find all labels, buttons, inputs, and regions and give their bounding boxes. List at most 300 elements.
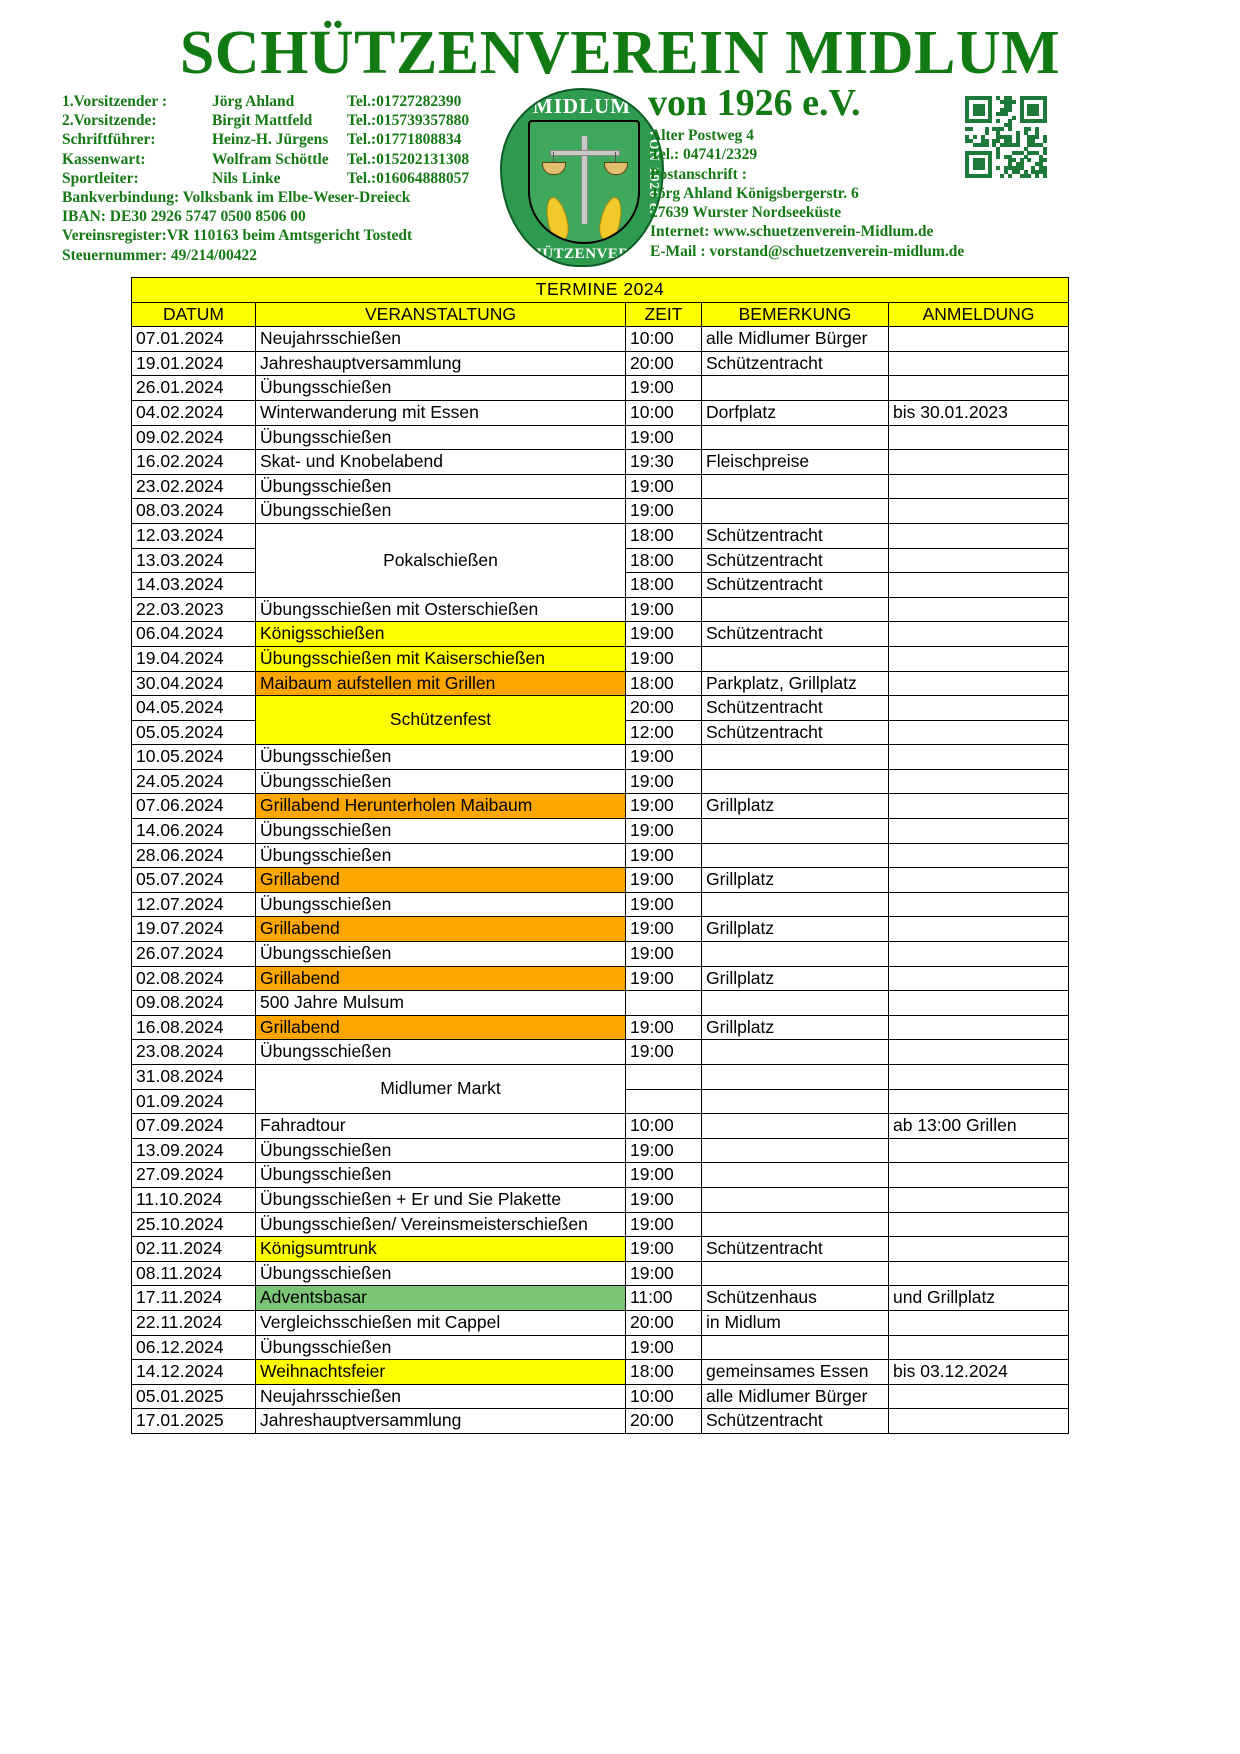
postal-name: Jörg Ahland Königsbergerstr. 6	[650, 184, 859, 202]
cell-event: Übungsschießen	[256, 1040, 626, 1065]
cell-time: 19:00	[626, 966, 702, 991]
cell-event: Übungsschießen	[256, 843, 626, 868]
cell-time: 19:00	[626, 1212, 702, 1237]
cell-signup: und Grillplatz	[889, 1286, 1069, 1311]
table-row	[132, 400, 1069, 425]
cell-time: 19:00	[626, 1015, 702, 1040]
table-row	[132, 769, 1069, 794]
cell-date: 14.03.2024	[132, 573, 256, 598]
cell-note	[702, 1261, 889, 1286]
table-row	[132, 1163, 1069, 1188]
column-header-veranstaltung: VERANSTALTUNG	[256, 302, 626, 327]
cell-time: 19:00	[626, 622, 702, 647]
cell-time: 19:00	[626, 376, 702, 401]
cell-time: 18:00	[626, 523, 702, 548]
cell-signup	[889, 671, 1069, 696]
qr-module	[1008, 174, 1012, 178]
table-row	[132, 327, 1069, 352]
cell-event: Übungsschießen	[256, 376, 626, 401]
cell-note	[702, 1114, 889, 1139]
qr-module	[988, 174, 992, 178]
cell-event: Grillabend	[256, 1015, 626, 1040]
cell-event: Skat- und Knobelabend	[256, 450, 626, 475]
cell-time: 10:00	[626, 1114, 702, 1139]
cell-date: 27.09.2024	[132, 1163, 256, 1188]
qr-module	[1012, 100, 1016, 104]
cell-time	[626, 1089, 702, 1114]
cell-note	[702, 769, 889, 794]
cell-time: 19:00	[626, 892, 702, 917]
cell-time: 12:00	[626, 720, 702, 745]
cell-time: 19:00	[626, 425, 702, 450]
cell-event: Übungsschießen	[256, 1138, 626, 1163]
qr-module	[973, 135, 977, 139]
cell-note: Grillplatz	[702, 966, 889, 991]
cell-time: 19:00	[626, 646, 702, 671]
table-row	[132, 892, 1069, 917]
table-row	[132, 1310, 1069, 1335]
cell-signup	[889, 1089, 1069, 1114]
qr-module	[1012, 116, 1016, 120]
cell-time: 19:00	[626, 1138, 702, 1163]
cell-signup	[889, 991, 1069, 1016]
cell-event: Übungsschießen	[256, 819, 626, 844]
emblem-top-text: MIDLUM	[532, 94, 632, 118]
wheat-icon-right	[596, 195, 625, 242]
cell-note: Schützentracht	[702, 548, 889, 573]
qr-module	[1035, 174, 1039, 178]
cell-note: Schützentracht	[702, 696, 889, 721]
cell-signup	[889, 843, 1069, 868]
cell-time: 18:00	[626, 1360, 702, 1385]
club-emblem-logo	[500, 88, 660, 263]
cell-note	[702, 991, 889, 1016]
email-link[interactable]: E-Mail : vorstand@schuetzenverein-midlum.de	[650, 242, 965, 260]
cell-note	[702, 892, 889, 917]
cell-note	[702, 1335, 889, 1360]
cell-time: 19:00	[626, 597, 702, 622]
table-row	[132, 1360, 1069, 1385]
cell-event: Übungsschießen mit Osterschießen	[256, 597, 626, 622]
cell-time	[626, 1065, 702, 1090]
table-title: TERMINE 2024	[132, 278, 1069, 303]
cell-note: alle Midlumer Bürger	[702, 1384, 889, 1409]
cell-signup	[889, 1261, 1069, 1286]
cell-signup	[889, 474, 1069, 499]
cell-note	[702, 1212, 889, 1237]
cell-signup	[889, 622, 1069, 647]
table-row	[132, 917, 1069, 942]
qr-module	[981, 112, 985, 116]
table-header-row	[132, 302, 1069, 327]
table-row	[132, 745, 1069, 770]
cell-event: Übungsschießen	[256, 1163, 626, 1188]
cell-date: 11.10.2024	[132, 1187, 256, 1212]
cell-date: 16.02.2024	[132, 450, 256, 475]
table-row	[132, 1335, 1069, 1360]
table-row	[132, 966, 1069, 991]
cell-note	[702, 474, 889, 499]
cell-date: 13.09.2024	[132, 1138, 256, 1163]
cell-date: 22.03.2023	[132, 597, 256, 622]
qr-module	[1027, 127, 1031, 131]
table-row	[132, 351, 1069, 376]
cell-signup: bis 03.12.2024	[889, 1360, 1069, 1385]
column-header-bemerkung: BEMERKUNG	[702, 302, 889, 327]
cell-signup	[889, 450, 1069, 475]
table-row	[132, 819, 1069, 844]
board-tel: Tel.:015202131308	[347, 150, 470, 168]
cell-time: 18:00	[626, 573, 702, 598]
cell-note	[702, 1138, 889, 1163]
cell-event: Übungsschießen	[256, 474, 626, 499]
emblem-shield-icon	[528, 120, 640, 244]
cell-signup	[889, 327, 1069, 352]
cell-note	[702, 1089, 889, 1114]
cell-note	[702, 646, 889, 671]
cell-event: Übungsschießen	[256, 769, 626, 794]
cell-note	[702, 499, 889, 524]
postal-city: 27639 Wurster Nordseeküste	[650, 204, 842, 222]
cell-date: 12.03.2024	[132, 523, 256, 548]
cell-time: 19:00	[626, 942, 702, 967]
cell-note: Grillplatz	[702, 794, 889, 819]
page-title: SCHÜTZENVEREIN MIDLUM	[179, 19, 1061, 87]
board-row	[62, 111, 522, 130]
address-street: Alter Postweg 4	[650, 127, 754, 144]
table-row	[132, 843, 1069, 868]
cell-date: 07.09.2024	[132, 1114, 256, 1139]
cell-note: Schützentracht	[702, 1409, 889, 1434]
cell-event: Neujahrsschießen	[256, 327, 626, 352]
cell-note: alle Midlumer Bürger	[702, 327, 889, 352]
cell-signup	[889, 523, 1069, 548]
cell-date: 14.12.2024	[132, 1360, 256, 1385]
qr-module	[1043, 119, 1047, 123]
table-row	[132, 597, 1069, 622]
board-role: Sportleiter:	[62, 169, 139, 187]
cell-event: Übungsschießen	[256, 745, 626, 770]
cell-event: Grillabend	[256, 966, 626, 991]
cell-date: 08.03.2024	[132, 499, 256, 524]
qr-module	[1043, 158, 1047, 162]
table-row	[132, 425, 1069, 450]
cell-time: 19:00	[626, 1187, 702, 1212]
cell-signup	[889, 720, 1069, 745]
column-header-zeit: ZEIT	[626, 302, 702, 327]
cell-signup	[889, 1163, 1069, 1188]
qr-module	[1004, 112, 1008, 116]
cell-time: 10:00	[626, 400, 702, 425]
cell-date: 24.05.2024	[132, 769, 256, 794]
board-person: Heinz-H. Jürgens	[212, 131, 329, 149]
cell-event: Vergleichsschießen mit Cappel	[256, 1310, 626, 1335]
cell-note	[702, 376, 889, 401]
cell-time: 19:00	[626, 843, 702, 868]
cell-signup	[889, 794, 1069, 819]
qr-module	[1035, 135, 1039, 139]
cell-note	[702, 942, 889, 967]
cell-date: 31.08.2024	[132, 1065, 256, 1090]
cell-note: Schützenhaus	[702, 1286, 889, 1311]
table-row	[132, 646, 1069, 671]
table-row	[132, 1384, 1069, 1409]
cell-signup: bis 30.01.2023	[889, 400, 1069, 425]
cell-note: Schützentracht	[702, 720, 889, 745]
qr-module	[1027, 174, 1031, 178]
column-header-datum: DATUM	[132, 302, 256, 327]
cell-time: 20:00	[626, 1409, 702, 1434]
table-row	[132, 1040, 1069, 1065]
cell-event: Königsschießen	[256, 622, 626, 647]
cell-time: 19:00	[626, 1163, 702, 1188]
wheat-icon-left	[542, 195, 571, 242]
cell-date: 02.11.2024	[132, 1237, 256, 1262]
cell-signup	[889, 1040, 1069, 1065]
cell-date: 08.11.2024	[132, 1261, 256, 1286]
tax-line: Steuernummer: 49/214/00422	[62, 246, 258, 264]
cell-time: 10:00	[626, 1384, 702, 1409]
qr-module	[1008, 108, 1012, 112]
cell-event: Grillabend	[256, 868, 626, 893]
cell-time: 11:00	[626, 1286, 702, 1311]
cell-signup	[889, 966, 1069, 991]
cell-event: Königsumtrunk	[256, 1237, 626, 1262]
cell-event: Jahreshauptversammlung	[256, 351, 626, 376]
cell-event: Übungsschießen	[256, 892, 626, 917]
cell-time: 19:00	[626, 745, 702, 770]
board-role: Schriftführer:	[62, 131, 156, 149]
table-title-row	[132, 278, 1069, 303]
cell-note	[702, 1065, 889, 1090]
cell-time: 10:00	[626, 327, 702, 352]
table-row	[132, 499, 1069, 524]
cell-date: 07.01.2024	[132, 327, 256, 352]
board-row	[62, 150, 522, 169]
register-line: Vereinsregister:VR 110163 beim Amtsgericht Tostedt	[62, 227, 413, 245]
cell-event: Übungsschießen	[256, 425, 626, 450]
cell-event: Jahreshauptversammlung	[256, 1409, 626, 1434]
table-row	[132, 942, 1069, 967]
table-row	[132, 1409, 1069, 1434]
cell-time: 19:00	[626, 794, 702, 819]
cell-date: 25.10.2024	[132, 1212, 256, 1237]
qr-module	[1043, 151, 1047, 155]
cell-signup	[889, 573, 1069, 598]
cell-time: 19:00	[626, 917, 702, 942]
cell-event: Übungsschießen/ Vereinsmeisterschießen	[256, 1212, 626, 1237]
qr-module	[988, 119, 992, 123]
table-row	[132, 1187, 1069, 1212]
cell-signup	[889, 745, 1069, 770]
cell-note: in Midlum	[702, 1310, 889, 1335]
cell-event: Pokalschießen	[256, 523, 626, 597]
qr-module	[1016, 143, 1020, 147]
cell-date: 17.11.2024	[132, 1286, 256, 1311]
table-row	[132, 1065, 1069, 1090]
cell-time: 19:00	[626, 868, 702, 893]
board-tel: Tel.:01771808834	[347, 131, 462, 149]
cell-note: Parkplatz, Grillplatz	[702, 671, 889, 696]
cell-date: 09.02.2024	[132, 425, 256, 450]
cell-date: 09.08.2024	[132, 991, 256, 1016]
cell-event: Weihnachtsfeier	[256, 1360, 626, 1385]
cell-signup	[889, 819, 1069, 844]
cell-signup	[889, 351, 1069, 376]
internet-link[interactable]: Internet: www.schuetzenverein-Midlum.de	[650, 223, 934, 241]
qr-module	[1035, 112, 1039, 116]
scale-beam-shape	[550, 150, 620, 156]
qr-module	[1008, 127, 1012, 131]
board-row	[62, 130, 522, 149]
cell-note	[702, 425, 889, 450]
cell-date: 01.09.2024	[132, 1089, 256, 1114]
cell-signup	[889, 376, 1069, 401]
cell-signup	[889, 917, 1069, 942]
cell-note	[702, 1163, 889, 1188]
cell-event: Übungsschießen mit Kaiserschießen	[256, 646, 626, 671]
table-row	[132, 1261, 1069, 1286]
cell-date: 02.08.2024	[132, 966, 256, 991]
cell-event: Grillabend	[256, 917, 626, 942]
board-person: Nils Linke	[212, 169, 281, 187]
cell-event: Übungsschießen	[256, 1335, 626, 1360]
board-row	[62, 169, 522, 188]
cell-date: 07.06.2024	[132, 794, 256, 819]
cell-note: Schützentracht	[702, 573, 889, 598]
cell-note	[702, 1187, 889, 1212]
cell-time: 20:00	[626, 351, 702, 376]
qr-module	[996, 119, 1000, 123]
scale-pan-left	[542, 162, 566, 175]
table-row	[132, 450, 1069, 475]
cell-time: 19:00	[626, 474, 702, 499]
cell-event: Midlumer Markt	[256, 1065, 626, 1114]
cell-event: Fahradtour	[256, 1114, 626, 1139]
table-row	[132, 794, 1069, 819]
cell-signup	[889, 892, 1069, 917]
cell-time: 19:00	[626, 499, 702, 524]
iban-line: IBAN: DE30 2926 5747 0500 8506 00	[62, 208, 306, 226]
qr-code-icon	[965, 96, 1047, 178]
emblem-bottom-text: SCHÜTZENVEREIN	[510, 246, 658, 262]
emblem-right-text: VON 1926 e.V.	[646, 128, 661, 229]
table-row	[132, 991, 1069, 1016]
cell-note	[702, 843, 889, 868]
cell-time: 19:00	[626, 819, 702, 844]
qr-module	[1027, 158, 1031, 162]
table-row	[132, 671, 1069, 696]
cell-time: 19:00	[626, 769, 702, 794]
qr-module	[1043, 174, 1047, 178]
cell-signup	[889, 1310, 1069, 1335]
cell-note: Grillplatz	[702, 917, 889, 942]
events-table	[131, 277, 1069, 1434]
qr-module	[996, 155, 1000, 159]
qr-module	[996, 166, 1000, 170]
board-person: Jörg Ahland	[212, 93, 295, 110]
cell-date: 22.11.2024	[132, 1310, 256, 1335]
qr-module	[985, 143, 989, 147]
cell-time: 20:00	[626, 696, 702, 721]
address-tel: Tel.: 04741/2329	[650, 146, 758, 164]
cell-signup	[889, 1187, 1069, 1212]
table-row	[132, 1114, 1069, 1139]
cell-signup	[889, 548, 1069, 573]
table-row	[132, 376, 1069, 401]
cell-signup	[889, 1409, 1069, 1434]
cell-signup	[889, 499, 1069, 524]
cell-signup	[889, 1237, 1069, 1262]
cell-note	[702, 819, 889, 844]
cell-date: 06.12.2024	[132, 1335, 256, 1360]
qr-module	[1043, 139, 1047, 143]
cell-signup	[889, 646, 1069, 671]
cell-signup	[889, 597, 1069, 622]
cell-signup	[889, 1138, 1069, 1163]
cell-time	[626, 991, 702, 1016]
cell-date: 05.05.2024	[132, 720, 256, 745]
cell-signup	[889, 769, 1069, 794]
cell-note: Schützentracht	[702, 351, 889, 376]
board-contact-block	[62, 92, 522, 265]
cell-time: 19:00	[626, 1261, 702, 1286]
cell-date: 28.06.2024	[132, 843, 256, 868]
cell-date: 04.05.2024	[132, 696, 256, 721]
cell-time: 20:00	[626, 1310, 702, 1335]
cell-time: 19:00	[626, 1335, 702, 1360]
qr-module	[981, 166, 985, 170]
cell-time: 19:00	[626, 1040, 702, 1065]
events-table-body	[132, 327, 1069, 1434]
calendar-table-wrapper	[131, 277, 1068, 1434]
column-header-anmeldung: ANMELDUNG	[889, 302, 1069, 327]
cell-date: 19.01.2024	[132, 351, 256, 376]
cell-date: 19.07.2024	[132, 917, 256, 942]
bank-line: Bankverbindung: Volksbank im Elbe-Weser-Dreieck	[62, 189, 411, 207]
cell-time: 18:00	[626, 548, 702, 573]
cell-signup	[889, 942, 1069, 967]
cell-time: 18:00	[626, 671, 702, 696]
cell-note	[702, 1040, 889, 1065]
cell-note: gemeinsames Essen	[702, 1360, 889, 1385]
cell-note: Dorfplatz	[702, 400, 889, 425]
cell-note: Schützentracht	[702, 523, 889, 548]
cell-event: Maibaum aufstellen mit Grillen	[256, 671, 626, 696]
qr-module	[969, 127, 973, 131]
board-person: Birgit Mattfeld	[212, 112, 313, 130]
cell-signup	[889, 1335, 1069, 1360]
cell-event: Winterwanderung mit Essen	[256, 400, 626, 425]
cell-note: Schützentracht	[702, 622, 889, 647]
table-row	[132, 1138, 1069, 1163]
postal-label: Postanschrift :	[650, 165, 747, 183]
cell-signup	[889, 1065, 1069, 1090]
cell-date: 04.02.2024	[132, 400, 256, 425]
cell-date: 17.01.2025	[132, 1409, 256, 1434]
board-tel: Tel.:015739357880	[347, 112, 470, 130]
cell-signup	[889, 1384, 1069, 1409]
board-person: Wolfram Schöttle	[212, 150, 329, 168]
cell-signup	[889, 1212, 1069, 1237]
board-role: 2.Vorsitzende:	[62, 112, 157, 130]
cell-signup	[889, 425, 1069, 450]
table-row	[132, 1015, 1069, 1040]
table-row	[132, 622, 1069, 647]
table-row	[132, 696, 1069, 721]
cell-date: 16.08.2024	[132, 1015, 256, 1040]
cell-event: Übungsschießen	[256, 499, 626, 524]
